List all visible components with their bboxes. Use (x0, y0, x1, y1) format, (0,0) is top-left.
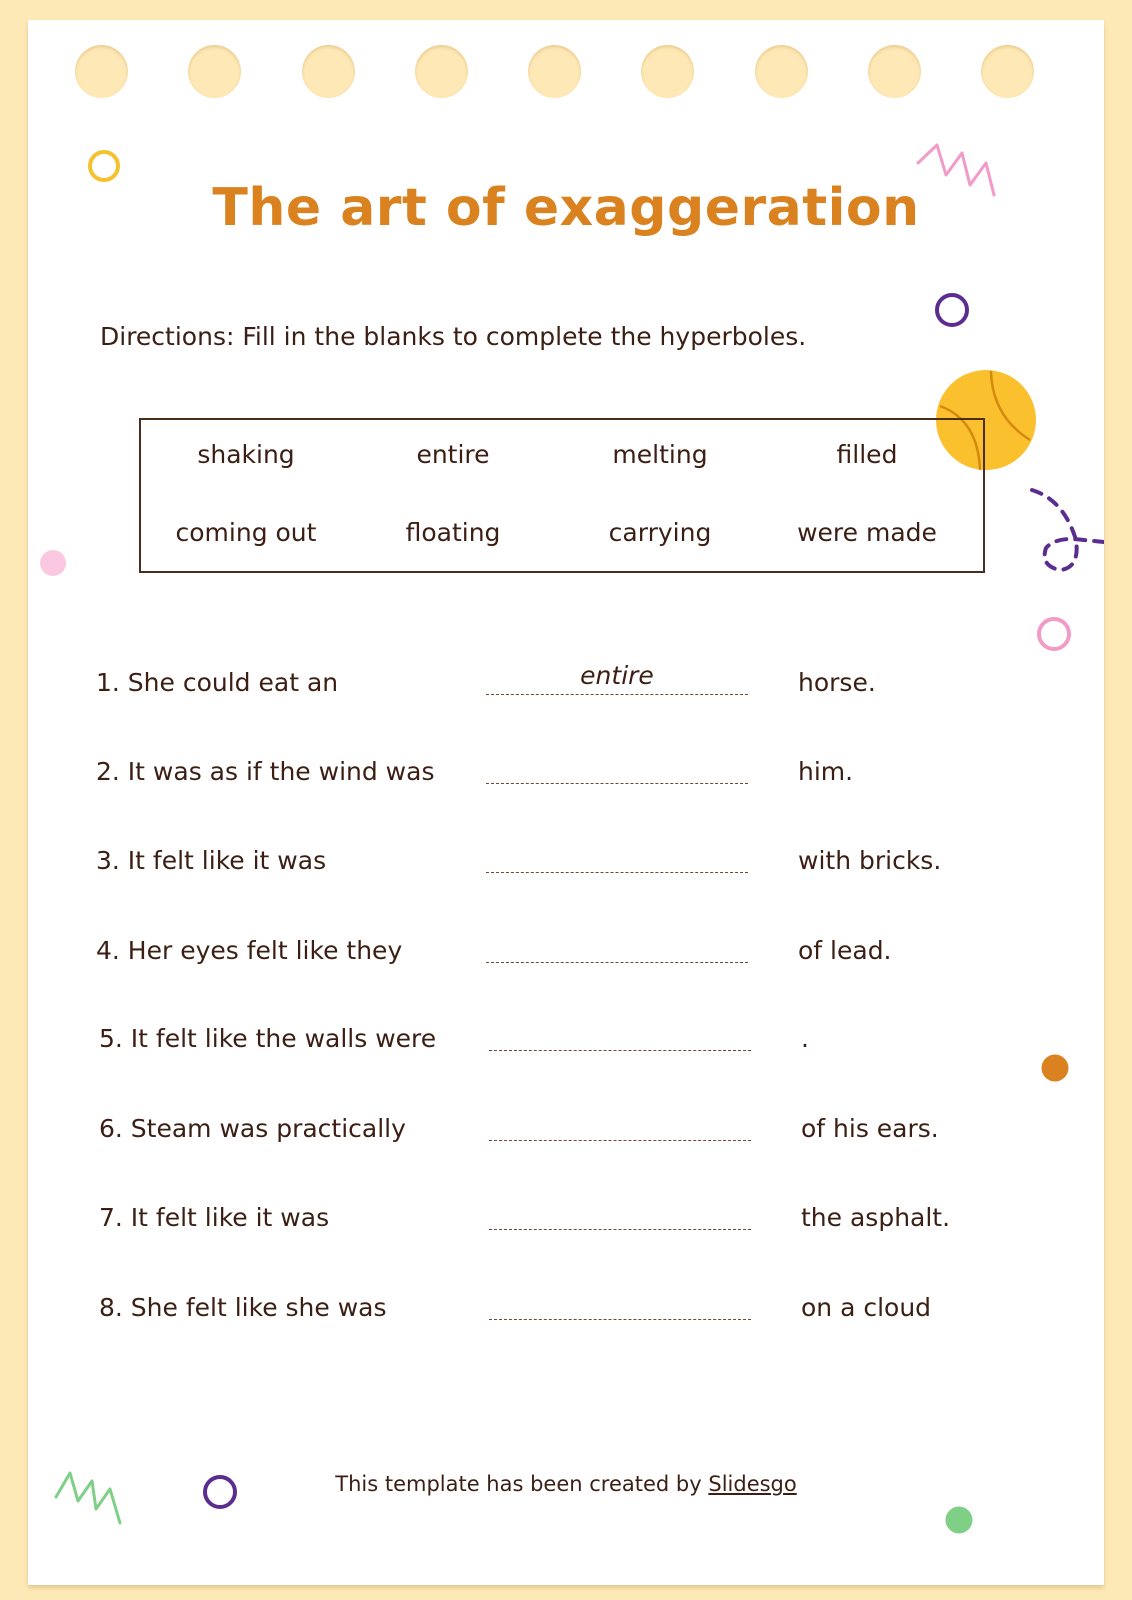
question-ending: him. (798, 757, 854, 786)
binder-hole (641, 45, 694, 98)
binder-hole (868, 45, 921, 98)
question-prompt: 7. It felt like it was (99, 1203, 330, 1232)
pink-ring-icon (1034, 614, 1074, 654)
answer-blank[interactable] (489, 1197, 751, 1230)
question-prompt: 5. It felt like the walls were (99, 1024, 437, 1053)
question-row (28, 1197, 1104, 1257)
page-title: The art of exaggeration (212, 178, 920, 238)
word-bank-item: entire (416, 440, 490, 469)
word-bank-item: floating (405, 518, 501, 547)
question-row (28, 840, 1104, 900)
answer-blank[interactable]: entire (486, 662, 748, 695)
answer-blank[interactable] (489, 1018, 751, 1051)
word-bank-item: coming out (175, 518, 317, 547)
question-ending: horse. (798, 668, 876, 697)
directions-text: Directions: Fill in the blanks to complete the hyperboles. (100, 322, 807, 351)
green-dot-icon (944, 1505, 974, 1535)
binder-hole (755, 45, 808, 98)
question-ending: on a cloud (801, 1293, 932, 1322)
question-prompt: 8. She felt like she was (99, 1293, 387, 1322)
answer-blank[interactable] (486, 930, 748, 963)
question-row (28, 1108, 1104, 1168)
question-ending: with bricks. (798, 846, 942, 875)
purple-dashed-loop-icon (1024, 460, 1104, 580)
question-row (28, 930, 1104, 990)
question-prompt: 4. Her eyes felt like they (96, 936, 403, 965)
question-prompt: 6. Steam was practically (99, 1114, 406, 1143)
question-row (28, 662, 1104, 722)
answer-blank[interactable] (486, 751, 748, 784)
word-bank-item: melting (612, 440, 708, 469)
question-prompt: 2. It was as if the wind was (96, 757, 435, 786)
binder-hole (528, 45, 581, 98)
word-bank-item: carrying (608, 518, 712, 547)
question-row (28, 1018, 1104, 1078)
question-prompt: 3. It felt like it was (96, 846, 327, 875)
pink-dot-icon (38, 548, 68, 578)
question-ending: of his ears. (801, 1114, 939, 1143)
purple-ring-icon (932, 290, 972, 330)
question-row (28, 1287, 1104, 1347)
word-bank-item: were made (797, 518, 937, 547)
question-ending: of lead. (798, 936, 892, 965)
binder-hole (415, 45, 468, 98)
binder-hole (302, 45, 355, 98)
binder-hole (75, 45, 128, 98)
question-ending: . (801, 1024, 809, 1053)
question-prompt: 1. She could eat an (96, 668, 339, 697)
question-ending: the asphalt. (801, 1203, 951, 1232)
worksheet-page (28, 20, 1104, 1585)
answer-blank[interactable] (489, 1108, 751, 1141)
word-bank (139, 418, 985, 573)
footer-credit (28, 1472, 1104, 1496)
question-row (28, 751, 1104, 811)
word-bank-item: filled (836, 440, 898, 469)
answer-blank[interactable] (486, 840, 748, 873)
binder-hole (981, 45, 1034, 98)
binder-hole (188, 45, 241, 98)
word-bank-item: shaking (197, 440, 295, 469)
slidesgo-link[interactable]: Slidesgo (708, 1472, 797, 1496)
footer-text: This template has been created by (335, 1472, 709, 1496)
answer-blank[interactable] (489, 1287, 751, 1320)
